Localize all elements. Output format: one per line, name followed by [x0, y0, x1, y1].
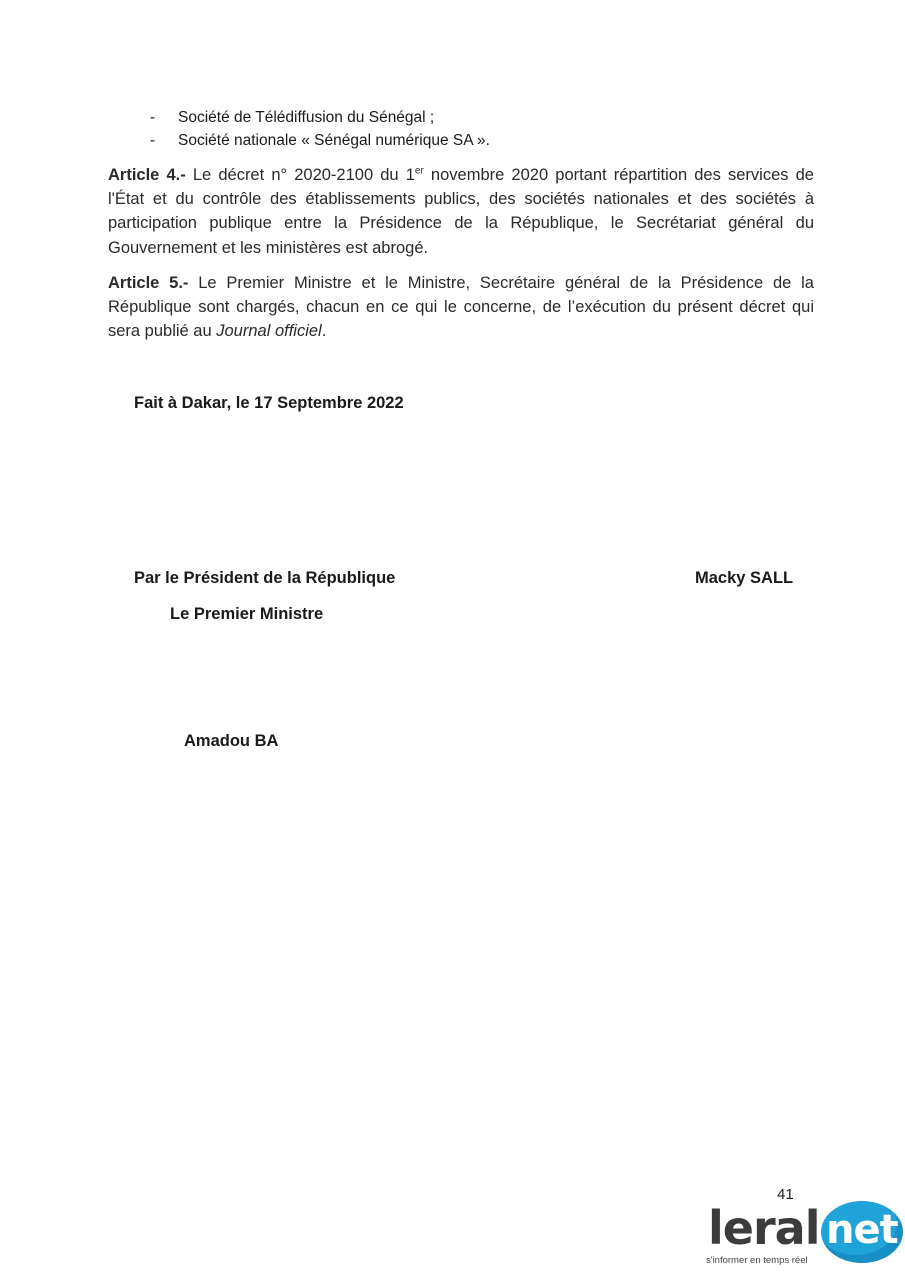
logo-tagline: s'informer en temps réel: [706, 1255, 808, 1266]
list-item-text: Société de Télédiffusion du Sénégal ;: [178, 109, 435, 126]
article-5-paragraph: [108, 271, 814, 344]
by-president-line: Par le Président de la République: [134, 569, 396, 587]
list-dash: -: [150, 132, 156, 149]
logo-wordmark-left: leral: [708, 1201, 820, 1255]
article-5-text-start: Le Premier Ministre et le Ministre, Secrétaire général de la Présidence de la République sont chargés, chacun en ce qui le concerne, de l’exécution du présent décret qui sera publié au: [108, 274, 814, 341]
article-5-label: Article 5.-: [108, 274, 189, 292]
prime-minister-title: Le Premier Ministre: [170, 605, 324, 623]
ordinal-superscript: er: [414, 165, 424, 177]
logo-wordmark-right: net: [826, 1207, 898, 1253]
list-item: [150, 106, 750, 129]
article-4-text-start: Le décret n° 2020-2100 du 1: [185, 166, 415, 184]
list-dash: -: [150, 109, 156, 126]
president-name: Macky SALL: [695, 569, 794, 587]
article-4-paragraph: [108, 163, 814, 260]
journal-officiel-title: Journal officiel: [216, 322, 322, 341]
place-date-line: Fait à Dakar, le 17 Septembre 2022: [134, 394, 404, 412]
prime-minister-name: Amadou BA: [184, 732, 279, 750]
leral-net-logo: [704, 1200, 904, 1272]
list-item: [150, 129, 750, 152]
article-5-text-end: .: [321, 322, 327, 341]
article-4-label: Article 4.-: [108, 166, 186, 184]
list-item-text: Société nationale « Sénégal numérique SA ».: [178, 132, 490, 149]
page-number: 41: [777, 1186, 794, 1203]
company-list: [150, 106, 750, 152]
article-4-text-end: novembre 2020 portant répartition des services de l'État et du contrôle des établissements publics, des sociétés nationales et des sociétés à participation publique entre la Présidence de la République, le Secrétariat général du Gouvernement et les ministères est abrogé.: [108, 166, 814, 257]
